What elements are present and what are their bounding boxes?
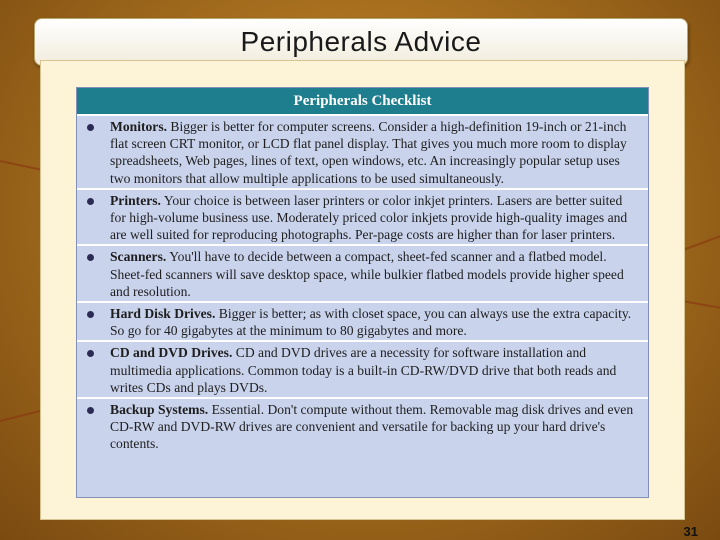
item-title: Scanners. <box>110 249 167 265</box>
item-title: Monitors. <box>110 119 168 134</box>
bullet-icon <box>87 311 94 318</box>
bullet-icon <box>87 407 94 414</box>
slide-title: Peripherals Advice <box>240 26 482 57</box>
item-text: Bigger is better for computer screens. Consider a high-definition 19-inch or 21-inch flat screen CRT monitor, or LCD flat panel display. That gives you much more room to display spreadsheets, Web pages, lines of text, open windows, etc. An increasingly popular setup uses two monitors that allow multiple applications to be used simultaneously. <box>110 119 627 186</box>
item-text: Essential. Don't compute without them. Removable mag disk drives and even CD-RW and DVD-RW drives are convenient and versatile for backing up your hard drive's contents. <box>110 402 634 452</box>
item-text: Your choice is between laser printers or color inkjet printers. Lasers are better suited for high-volume business use. Moderately priced color inkjets provide high-quality images and are well suited for reproducing photographs. Per-page costs are higher than for laser printers. <box>110 192 628 243</box>
checklist-item-hard-disk-drives <box>77 301 648 340</box>
bullet-icon <box>87 198 94 205</box>
item-text: You'll have to decide between a compact, sheet-fed scanner and a flatbed model. Sheet-fed scanners will save desktop space, while bulkier flatbed models provide higher speed and resolution. <box>110 249 624 299</box>
peripherals-checklist <box>76 87 649 498</box>
background-line <box>680 235 720 252</box>
item-title: Printers. <box>110 192 161 208</box>
checklist-item-cd-dvd-drives <box>77 340 648 397</box>
checklist-item-backup-systems <box>77 397 648 454</box>
background-line <box>682 300 720 309</box>
item-title: Backup Systems. <box>110 402 209 418</box>
bullet-icon <box>87 124 94 131</box>
item-text: CD and DVD drives are a necessity for software installation and multimedia applications. Common today is a built-in CD-RW/DVD drive that both reads and writes CDs and plays DVDs. <box>110 345 617 395</box>
checklist-item-scanners <box>77 244 648 301</box>
checklist-item-monitors <box>77 114 648 188</box>
bullet-icon <box>87 350 94 357</box>
item-title: CD and DVD Drives. <box>110 345 233 361</box>
item-title: Hard Disk Drives. <box>110 306 216 322</box>
checklist-item-printers <box>77 188 648 245</box>
page-number: 31 <box>683 524 698 539</box>
item-text: Bigger is better; as with closet space, you can always use the extra capacity. So go for 40 gigabytes at the minimum to 80 gigabytes and more. <box>110 306 632 339</box>
slide-title-bar <box>34 18 688 66</box>
bullet-icon <box>87 254 94 261</box>
checklist-header: Peripherals Checklist <box>77 88 648 114</box>
